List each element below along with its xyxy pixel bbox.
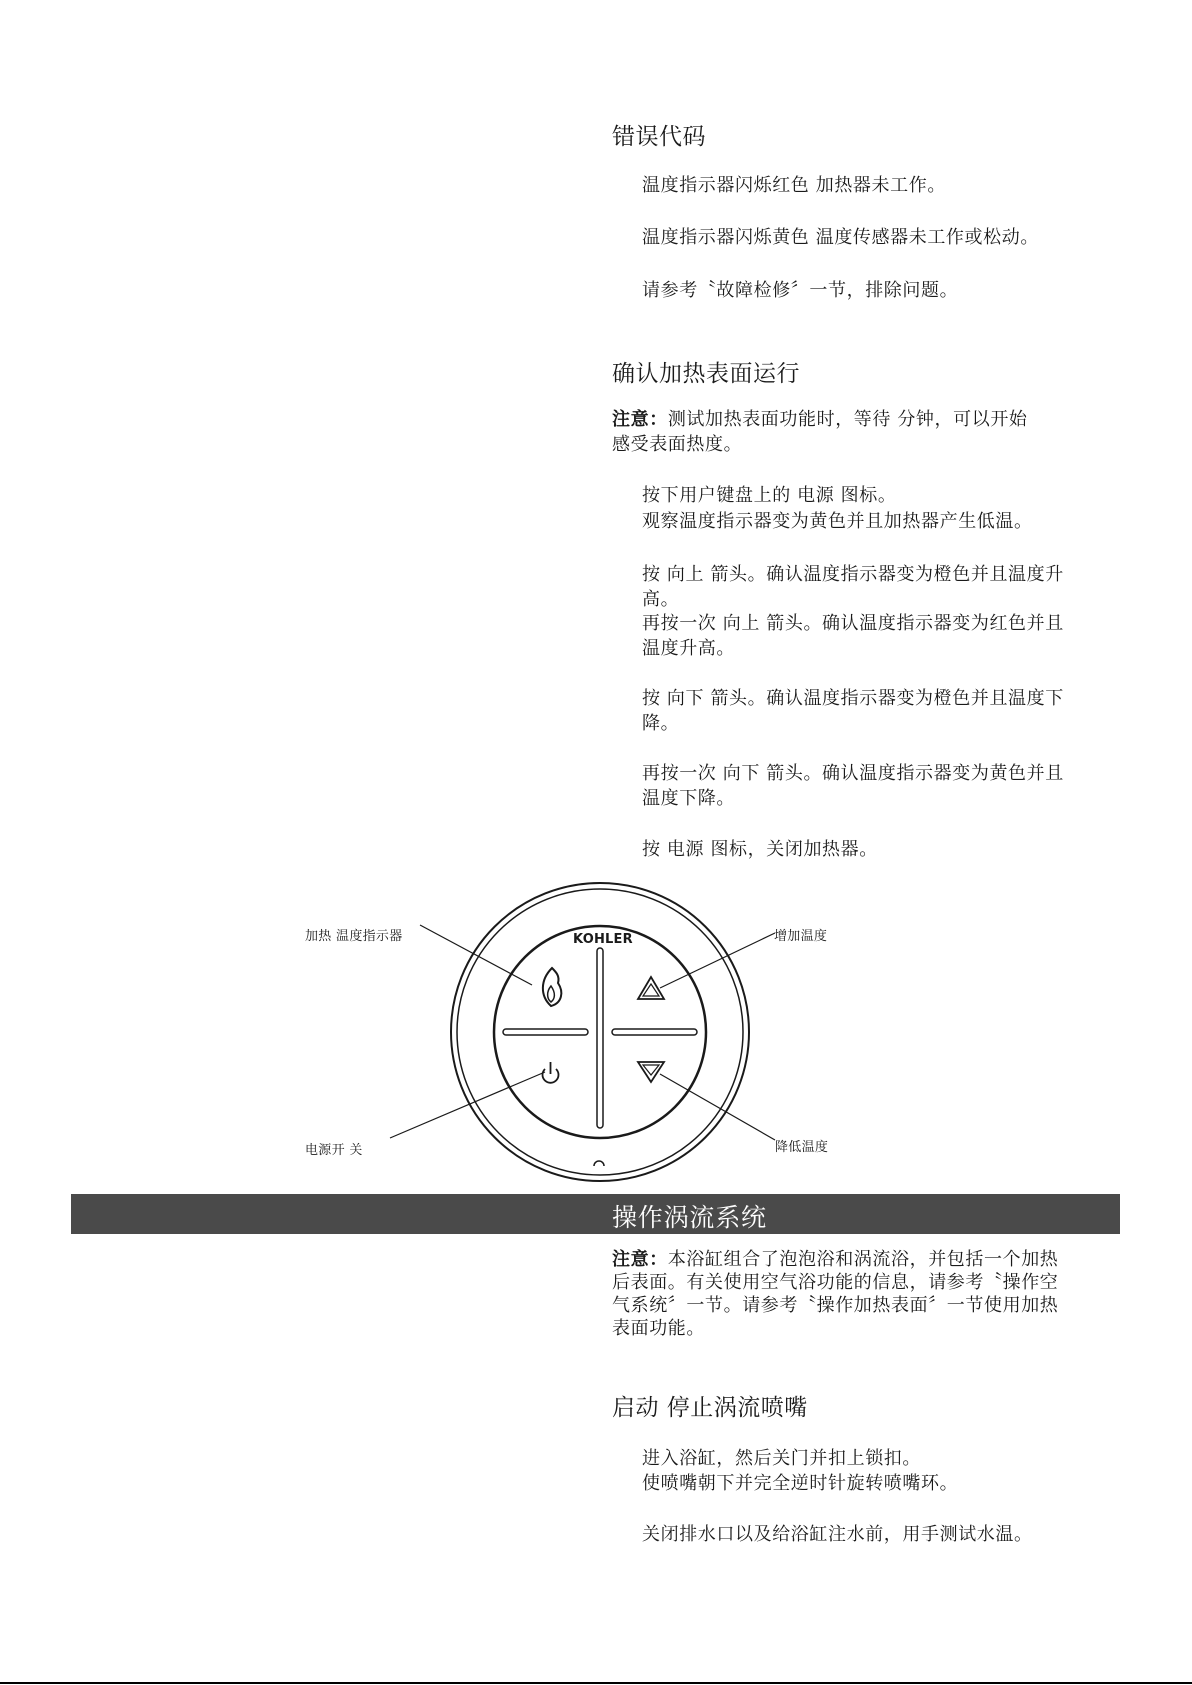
whirlpool-note-line1	[612, 1247, 1058, 1272]
callout-power: 电源开 关	[305, 1143, 363, 1158]
start-step-2: 使喷嘴朝下并完全逆时针旋转喷嘴环。	[642, 1473, 959, 1494]
verify-note	[612, 407, 1028, 432]
whirlpool-note-label: 注意：	[612, 1249, 668, 1270]
verify-step-1: 按下用户键盘上的 电源 图标。	[642, 485, 897, 506]
whirlpool-note-line4: 表面功能。	[612, 1318, 705, 1339]
verify-step-6b: 温度下降。	[642, 788, 735, 809]
keypad-face	[494, 926, 706, 1138]
verify-step-3: 按 向上 箭头。确认温度指示器变为橙色并且温度升	[642, 564, 1064, 585]
footer-rule	[0, 1682, 1192, 1684]
error-line-reference: 请参考〝故障检修〞一节，排除问题。	[642, 280, 959, 301]
kohler-logo: KOHLER	[573, 932, 633, 947]
verify-step-6: 再按一次 向下 箭头。确认温度指示器变为黄色并且	[642, 763, 1064, 784]
left-divider	[503, 1029, 588, 1035]
callout-heat-indicator: 加热 温度指示器	[305, 929, 403, 944]
section-banner	[71, 1194, 1120, 1234]
verify-heading: 确认加热表面运行	[612, 361, 800, 387]
start-stop-heading: 启动 停止涡流喷嘴	[612, 1395, 808, 1421]
note-label: 注意：	[612, 409, 668, 430]
verify-note-line2: 感受表面热度。	[612, 434, 743, 455]
error-line-yellow: 温度指示器闪烁黄色 温度传感器未工作或松动。	[642, 227, 1039, 248]
keypad-diagram	[290, 875, 850, 1185]
callout-increase: 增加温度	[774, 929, 828, 944]
flame-icon	[543, 968, 561, 1006]
verify-note-line1: 测试加热表面功能时，等待 分钟，可以开始	[667, 409, 1028, 430]
verify-step-7: 按 电源 图标，关闭加热器。	[642, 839, 878, 860]
verify-step-2: 观察温度指示器变为黄色并且加热器产生低温。	[642, 511, 1033, 532]
verify-step-3b: 高。	[642, 589, 680, 610]
error-line-red: 温度指示器闪烁红色 加热器未工作。	[642, 175, 946, 196]
outer-ring	[451, 883, 749, 1181]
error-codes-heading: 错误代码	[612, 124, 706, 150]
verify-step-4: 再按一次 向上 箭头。确认温度指示器变为红色并且	[642, 613, 1064, 634]
drain-notch	[594, 1161, 604, 1166]
vertical-divider	[597, 948, 603, 1128]
verify-step-5: 按 向下 箭头。确认温度指示器变为橙色并且温度下	[642, 688, 1064, 709]
start-step-1: 进入浴缸，然后关门并扣上锁扣。	[642, 1448, 921, 1469]
whirlpool-note-line2: 后表面。有关使用空气浴功能的信息，请参考〝操作空	[612, 1272, 1059, 1293]
leader-decrease	[660, 1074, 775, 1140]
down-arrow-icon[interactable]	[638, 1062, 664, 1082]
whirlpool-note-line3: 气系统〞一节。请参考〝操作加热表面〞一节使用加热	[612, 1295, 1059, 1316]
whirlpool-note-text1: 本浴缸组合了泡泡浴和涡流浴，并包括一个加热	[667, 1249, 1059, 1270]
right-divider	[612, 1029, 697, 1035]
verify-step-4b: 温度升高。	[642, 638, 735, 659]
leader-heat-indicator	[420, 925, 532, 985]
start-step-3: 关闭排水口以及给浴缸注水前，用手测试水温。	[642, 1524, 1033, 1545]
verify-step-5b: 降。	[642, 713, 680, 734]
whirlpool-heading: 操作涡流系统	[612, 1203, 767, 1232]
callout-decrease: 降低温度	[775, 1140, 829, 1155]
